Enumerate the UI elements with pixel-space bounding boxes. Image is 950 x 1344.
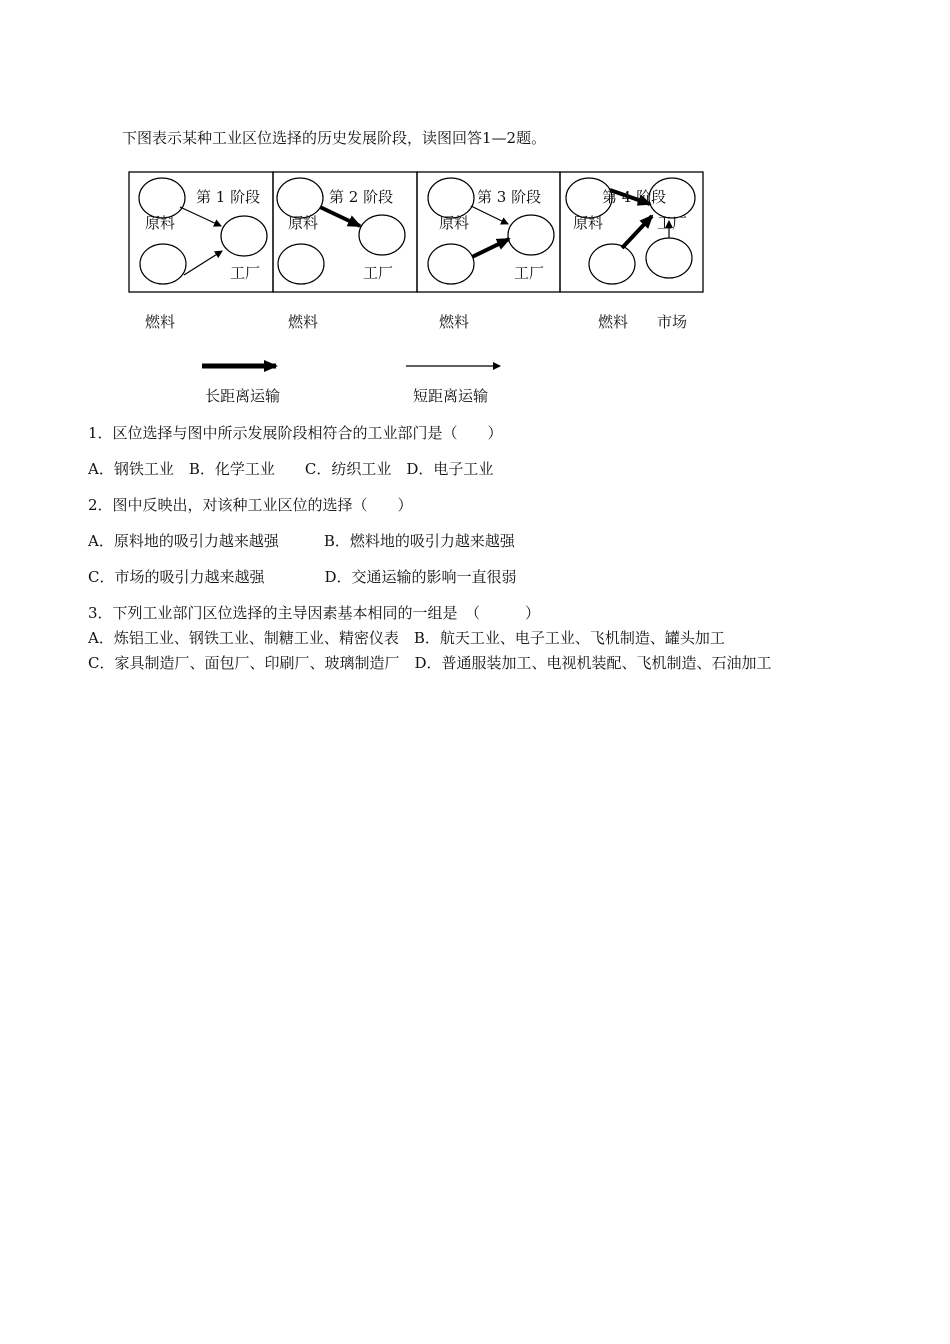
stage-2-title: 第 2 阶段 bbox=[329, 188, 394, 206]
stage-3-factory-label: 工厂 bbox=[514, 264, 545, 282]
stage-4-fuel-circle bbox=[589, 244, 635, 284]
stage-4-raw-label: 原料 bbox=[573, 214, 604, 232]
question-1-options: A．钢铁工业 B．化学工业 C．纺织工业 D．电子工业 bbox=[88, 460, 494, 478]
stage-3-raw-circle bbox=[428, 178, 474, 218]
question-3-stem: 3．下列工业部门区位选择的主导因素基本相同的一组是 （ ） bbox=[88, 604, 541, 622]
stage-3-raw-arrow bbox=[471, 206, 508, 224]
legend-long-label: 长距离运输 bbox=[205, 387, 281, 405]
stage-2-factory-label: 工厂 bbox=[363, 264, 394, 282]
stage-1-fuel-arrow bbox=[184, 251, 222, 275]
stage-1-fuel-circle bbox=[140, 244, 186, 284]
stage-4-title: 第 4 阶段 bbox=[602, 188, 667, 206]
intro-text: 下图表示某种工业区位选择的历史发展阶段，读图回答1—2题。 bbox=[122, 129, 547, 147]
stage-1-title: 第 1 阶段 bbox=[196, 188, 261, 206]
legend-short-label: 短距离运输 bbox=[413, 387, 489, 405]
stage-2-fuel-label: 燃料 bbox=[288, 313, 319, 331]
stage-2-raw-arrow bbox=[320, 207, 360, 226]
industry-stage-diagram bbox=[0, 0, 950, 420]
stage-1-factory-circle bbox=[221, 216, 267, 256]
stage-4-market-circle bbox=[646, 238, 692, 278]
stage-2-raw-label: 原料 bbox=[288, 214, 319, 232]
stage-2-factory-circle bbox=[359, 215, 405, 255]
stage-4-market-label: 市场 bbox=[657, 313, 688, 331]
stage-3-fuel-label: 燃料 bbox=[439, 313, 470, 331]
stage-3-fuel-arrow bbox=[472, 239, 509, 257]
question-1-stem: 1．区位选择与图中所示发展阶段相符合的工业部门是（ ） bbox=[88, 424, 503, 442]
stage-1-raw-circle bbox=[139, 178, 185, 218]
stage-4-fuel-label: 燃料 bbox=[598, 313, 629, 331]
stage-1-fuel-label: 燃料 bbox=[145, 313, 176, 331]
stage-3-fuel-circle bbox=[428, 244, 474, 284]
question-3-options-cd: C．家具制造厂、面包厂、印刷厂、玻璃制造厂 D．普通服装加工、电视机装配、飞机制造、石油加工 bbox=[88, 654, 772, 672]
stage-1-raw-label: 原料 bbox=[145, 214, 176, 232]
stage-1-factory-label: 工厂 bbox=[230, 264, 261, 282]
stage-1-raw-arrow bbox=[180, 207, 221, 226]
question-2-options-cd: C．市场的吸引力越来越强 D．交通运输的影响一直很弱 bbox=[88, 568, 517, 586]
stage-4-factory-label: 工厂 bbox=[657, 214, 688, 232]
stage-2-fuel-circle bbox=[278, 244, 324, 284]
stage-3-title: 第 3 阶段 bbox=[477, 188, 542, 206]
question-2-stem: 2．图中反映出，对该种工业区位的选择（ ） bbox=[88, 496, 413, 514]
stage-3-raw-label: 原料 bbox=[439, 214, 470, 232]
stage-2-raw-circle bbox=[277, 178, 323, 218]
question-2-options-ab: A．原料地的吸引力越来越强 B．燃料地的吸引力越来越强 bbox=[88, 532, 515, 550]
question-3-options-ab: A．炼铝工业、钢铁工业、制糖工业、精密仪表 B．航天工业、电子工业、飞机制造、罐头加工 bbox=[88, 629, 725, 647]
stage-3-factory-circle bbox=[508, 215, 554, 255]
stage-4-fuel-arrow bbox=[622, 216, 652, 248]
